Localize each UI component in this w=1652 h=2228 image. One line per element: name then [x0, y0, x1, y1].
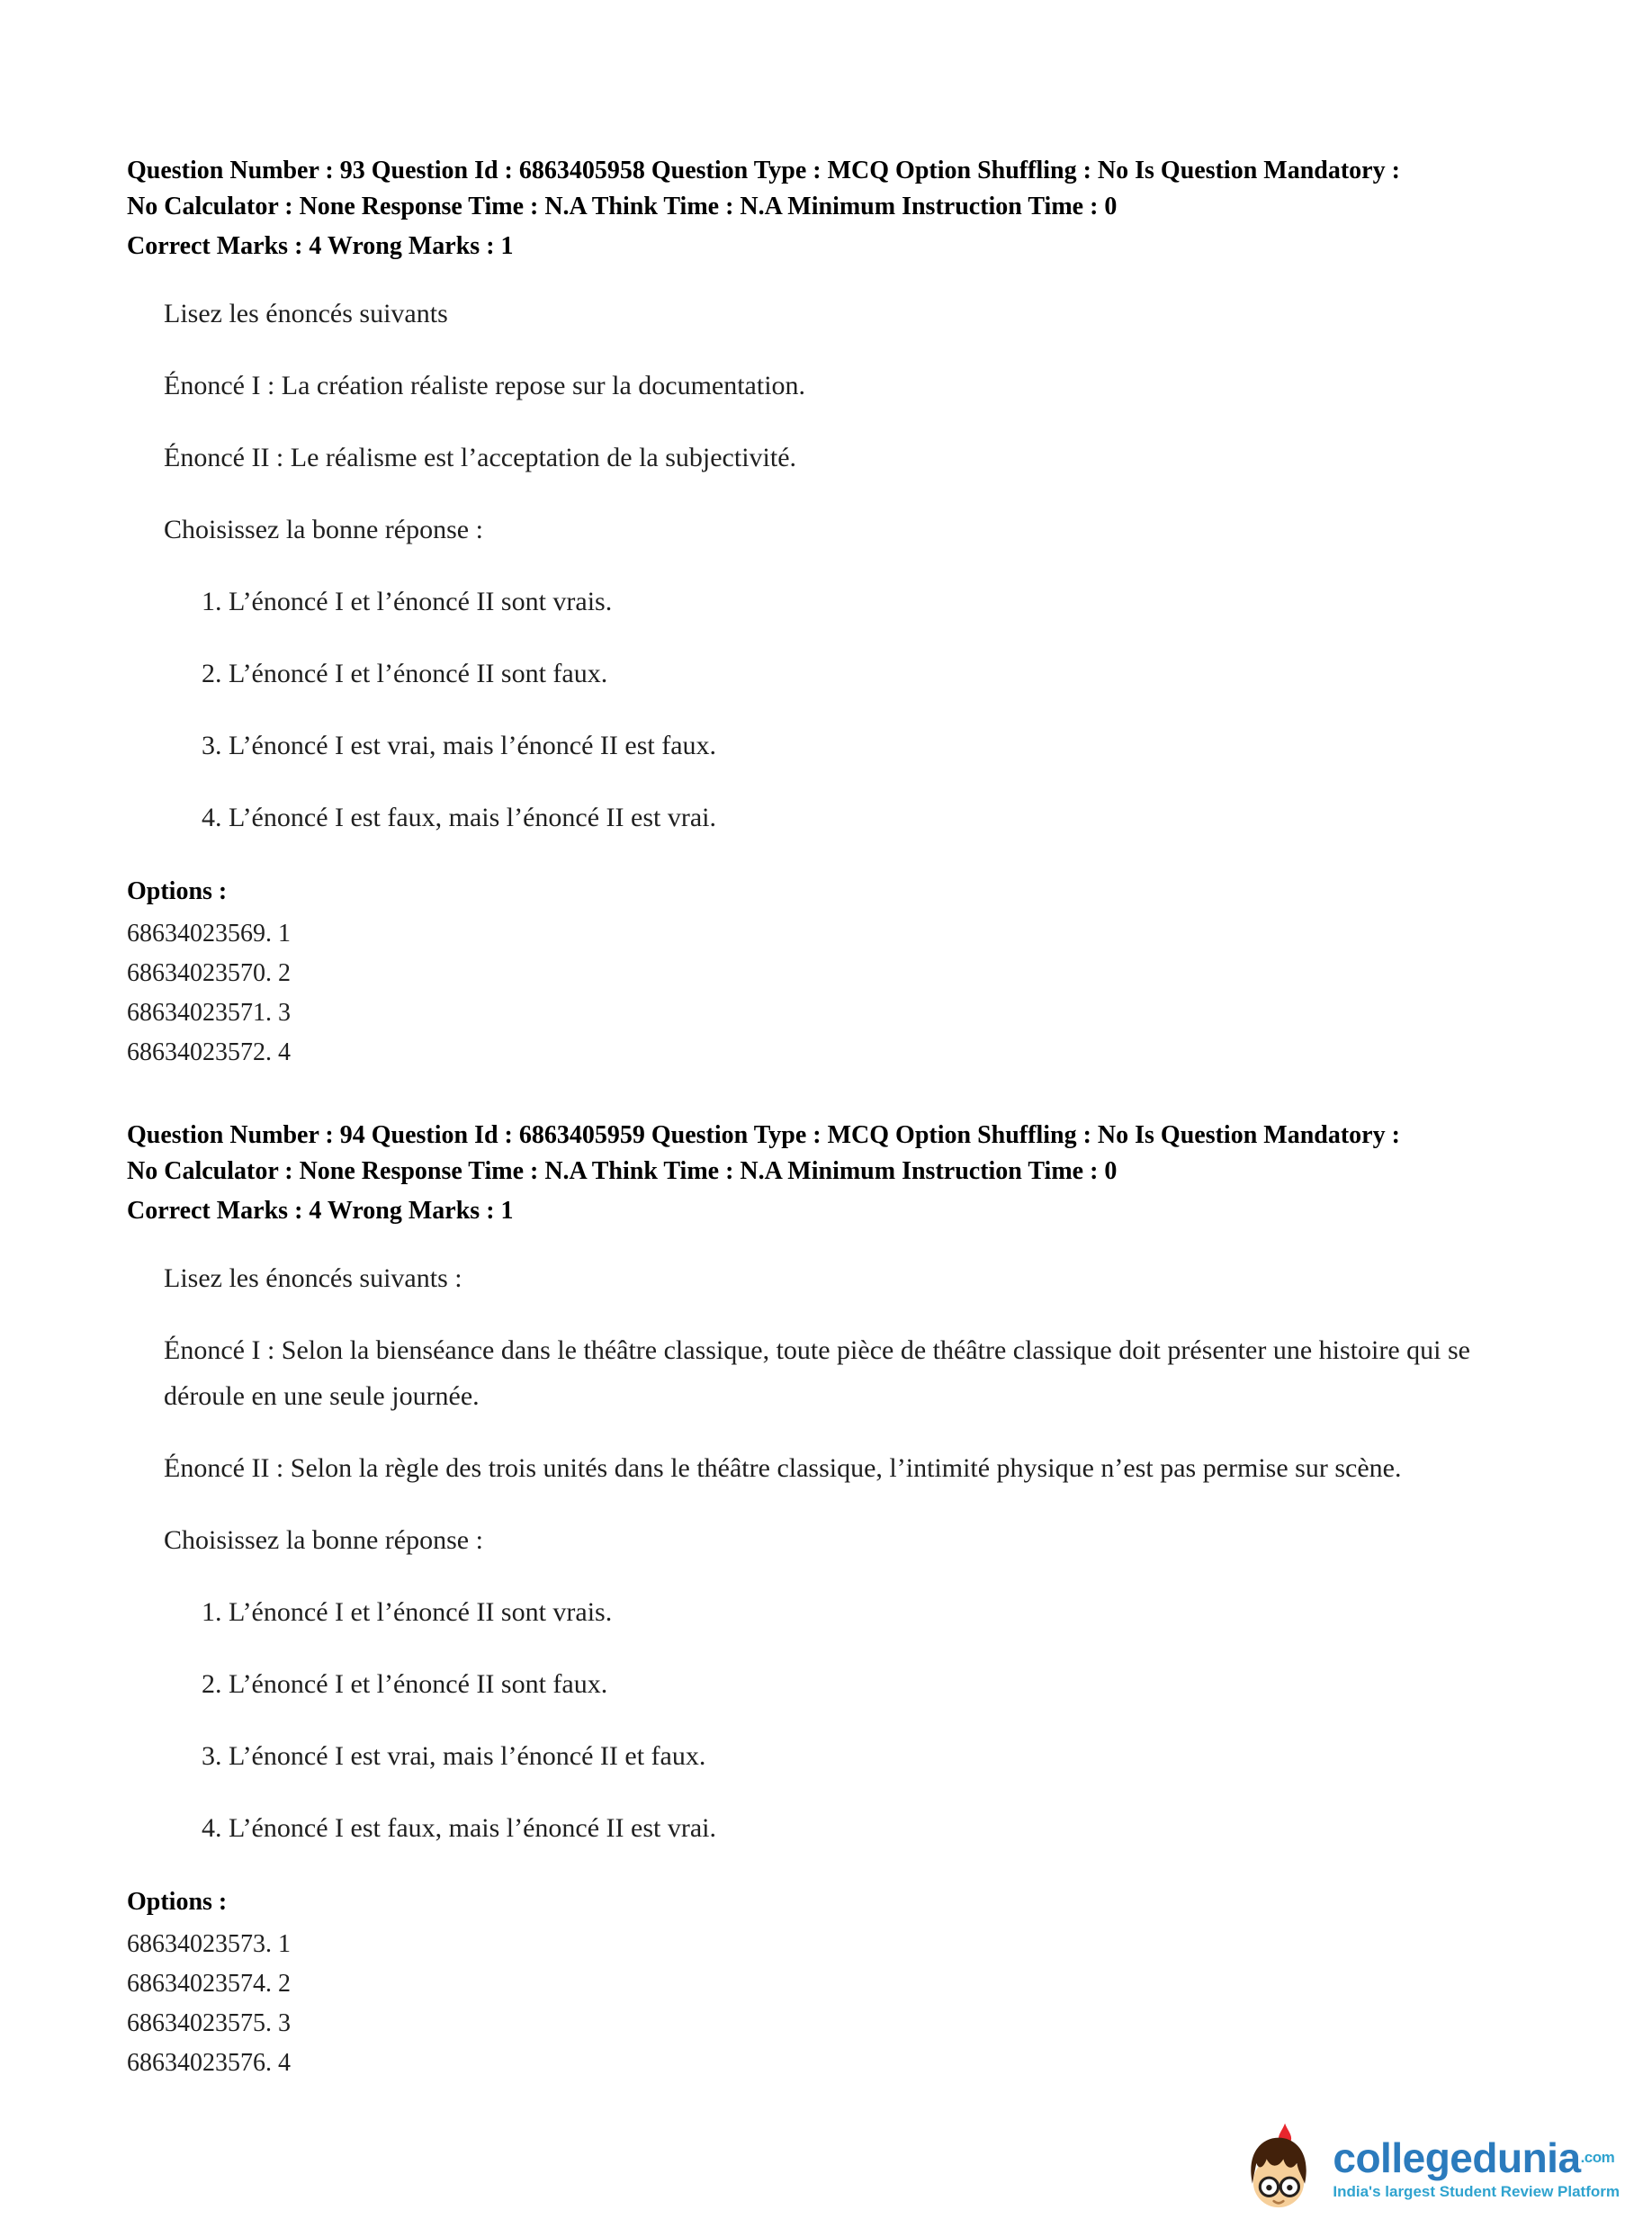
options-label: Options :: [127, 1888, 228, 1916]
question-marks-line: Correct Marks : 4 Wrong Marks : 1: [127, 232, 514, 260]
choose-answer-prompt: Choisissez la bonne réponse :: [164, 1525, 483, 1555]
brand-name-part2: dunia: [1472, 2134, 1581, 2181]
choice-1: 1. L’énoncé I et l’énoncé II sont vrais.: [202, 1597, 613, 1627]
question-meta: [127, 153, 1544, 265]
choice-4: 4. L’énoncé I est faux, mais l’énoncé II est vrai.: [202, 1813, 717, 1843]
choices-list: [202, 553, 1527, 840]
enonce-ii-text: Énoncé II : Le réalisme est l’acceptation de la subjectivité.: [164, 443, 797, 472]
choice-2: 2. L’énoncé I et l’énoncé II sont faux.: [202, 1669, 608, 1699]
option-id-2: 68634023570. 2: [127, 959, 291, 987]
brand-text: [1333, 2136, 1620, 2201]
question-meta: [127, 1118, 1544, 1229]
collegedunia-mascot-icon: [1237, 2122, 1320, 2215]
enonce-i-text: Énoncé I : La création réaliste repose sur la documentation.: [164, 371, 806, 400]
brand-name: [1333, 2136, 1620, 2179]
option-id-2: 68634023574. 2: [127, 1970, 291, 1998]
choice-2: 2. L’énoncé I et l’énoncé II sont faux.: [202, 659, 608, 688]
brand-tagline: India's largest Student Review Platform: [1333, 2183, 1620, 2200]
choice-3: 3. L’énoncé I est vrai, mais l’énoncé II est faux.: [202, 731, 717, 760]
enonce-i-text: Énoncé I : Selon la bienséance dans le théâtre classique, toute pièce de théâtre classique doit présenter une histoire qui se déroule en une seule journée.: [164, 1335, 1470, 1411]
question-block-94: [127, 1118, 1544, 2083]
option-id-4: 68634023576. 4: [127, 2049, 291, 2077]
option-id-4: 68634023572. 4: [127, 1038, 291, 1066]
option-id-1: 68634023573. 1: [127, 1930, 291, 1958]
enonce-ii-text: Énoncé II : Selon la règle des trois unités dans le théâtre classique, l’intimité physique n’est pas permise sur scène.: [164, 1453, 1402, 1483]
options-label: Options :: [127, 877, 228, 905]
option-ids-list: [127, 914, 1544, 1073]
question-intro: Lisez les énoncés suivants :: [164, 1263, 462, 1293]
question-meta-line-2: No Calculator : None Response Time : N.A Think Time : N.A Minimum Instruction Time : 0: [127, 193, 1118, 220]
brand-domain-suffix: .com: [1580, 2149, 1615, 2166]
collegedunia-watermark: [1237, 2122, 1620, 2215]
option-id-1: 68634023569. 1: [127, 920, 291, 948]
question-meta-line-1: Question Number : 94 Question Id : 6863405959 Question Type : MCQ Option Shuffling : No Is Question Mandatory :: [127, 1121, 1400, 1149]
question-body: [164, 1229, 1527, 1851]
choose-answer-prompt: Choisissez la bonne réponse :: [164, 515, 483, 544]
question-intro: Lisez les énoncés suivants: [164, 299, 448, 328]
question-meta-line-1: Question Number : 93 Question Id : 6863405958 Question Type : MCQ Option Shuffling : No Is Question Mandatory :: [127, 157, 1400, 184]
option-id-3: 68634023571. 3: [127, 999, 291, 1027]
choice-4: 4. L’énoncé I est faux, mais l’énoncé II est vrai.: [202, 803, 717, 832]
question-block-93: [127, 153, 1544, 1073]
question-marks-line: Correct Marks : 4 Wrong Marks : 1: [127, 1197, 514, 1225]
option-ids-list: [127, 1925, 1544, 2083]
choice-1: 1. L’énoncé I et l’énoncé II sont vrais.: [202, 587, 613, 616]
question-body: [164, 265, 1527, 840]
choice-3: 3. L’énoncé I est vrai, mais l’énoncé II et faux.: [202, 1741, 706, 1771]
question-meta-line-2: No Calculator : None Response Time : N.A Think Time : N.A Minimum Instruction Time : 0: [127, 1157, 1118, 1185]
brand-name-part1: college: [1333, 2134, 1473, 2181]
option-id-3: 68634023575. 3: [127, 2009, 291, 2037]
choices-list: [202, 1563, 1527, 1851]
